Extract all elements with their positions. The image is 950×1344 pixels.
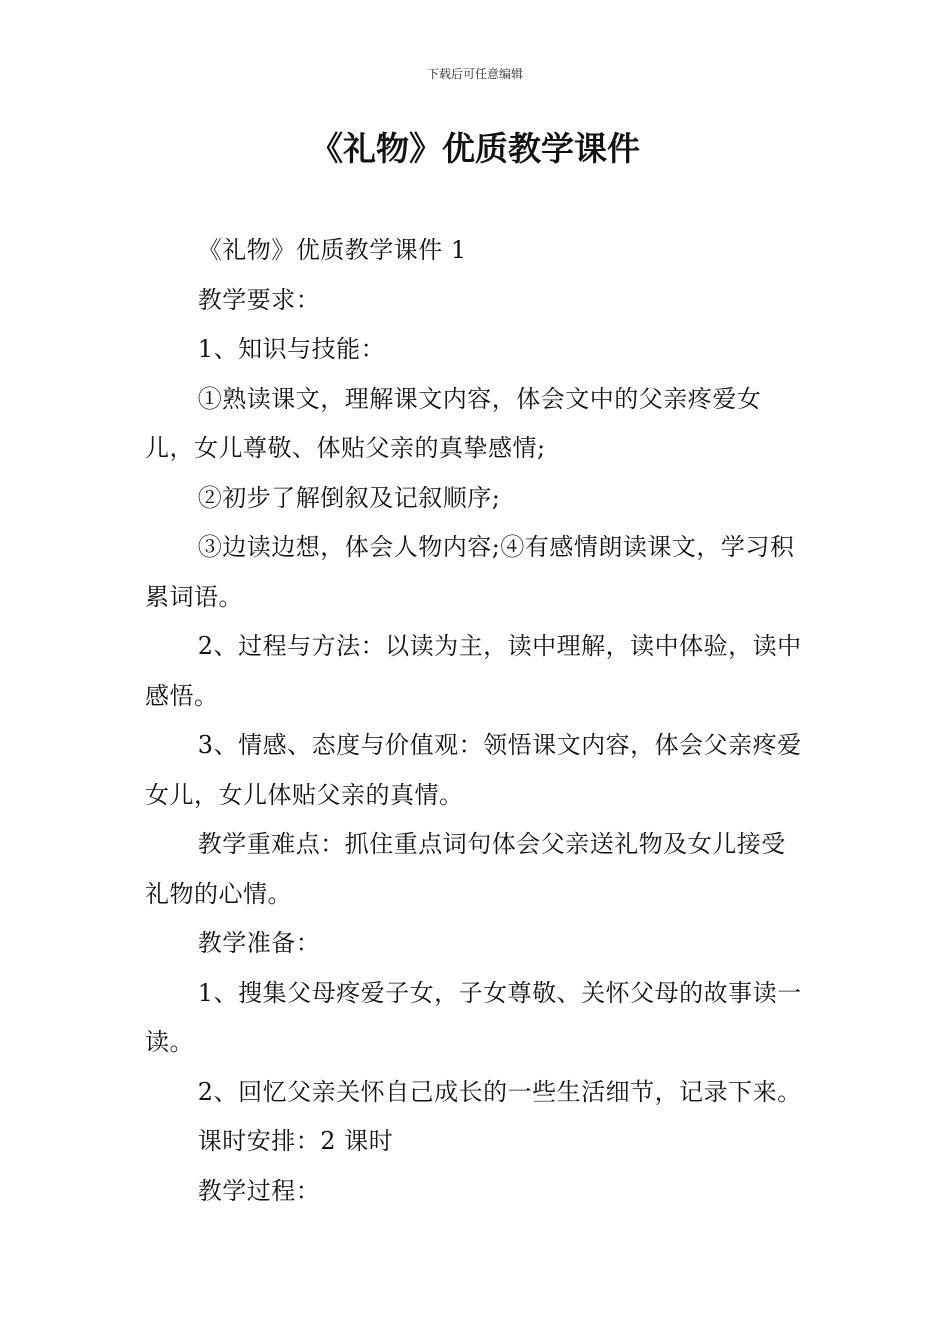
- paragraph-key-points: 教学重难点：抓住重点词句体会父亲送礼物及女儿接受礼物的心情。: [145, 830, 786, 908]
- paragraph-prep-item-1: 1、搜集父母疼爱子女，子女尊敬、关怀父母的故事读一读。: [145, 978, 802, 1056]
- paragraph-knowledge-skills: 1、知识与技能：: [197, 335, 386, 363]
- paragraph-process-method: 2、过程与方法：以读为主，读中理解，读中体验，读中感悟。: [145, 632, 802, 710]
- document-body: [145, 226, 810, 1216]
- paragraph-emotion-values: 3、情感、态度与价值观：领悟课文内容，体会父亲疼爱女儿，女儿体贴父亲的真情。: [145, 731, 802, 809]
- paragraph-process: 教学过程：: [197, 1176, 321, 1205]
- paragraph-item-3-4: ③边读边想，体会人物内容;④有感情朗读课文，学习积累词语。: [145, 533, 795, 611]
- paragraph-subtitle: 《礼物》优质教学课件 1: [197, 236, 467, 264]
- paragraph-schedule: 课时安排：2 课时: [197, 1127, 394, 1155]
- paragraph-prep-item-2: 2、回忆父亲关怀自己成长的一些生活细节，记录下来。: [197, 1077, 802, 1106]
- paragraph-teaching-requirements: 教学要求：: [197, 285, 321, 314]
- paragraph-preparation: 教学准备：: [197, 929, 321, 957]
- header-note: 下载后可任意编辑: [426, 67, 523, 81]
- paragraph-item-2: ②初步了解倒叙及记叙顺序;: [197, 483, 501, 512]
- document-title: 《礼物》优质教学课件: [310, 129, 640, 168]
- paragraph-item-1: ①熟读课文，理解课文内容，体会文中的父亲疼爱女儿，女儿尊敬、体贴父亲的真挚感情;: [145, 384, 762, 462]
